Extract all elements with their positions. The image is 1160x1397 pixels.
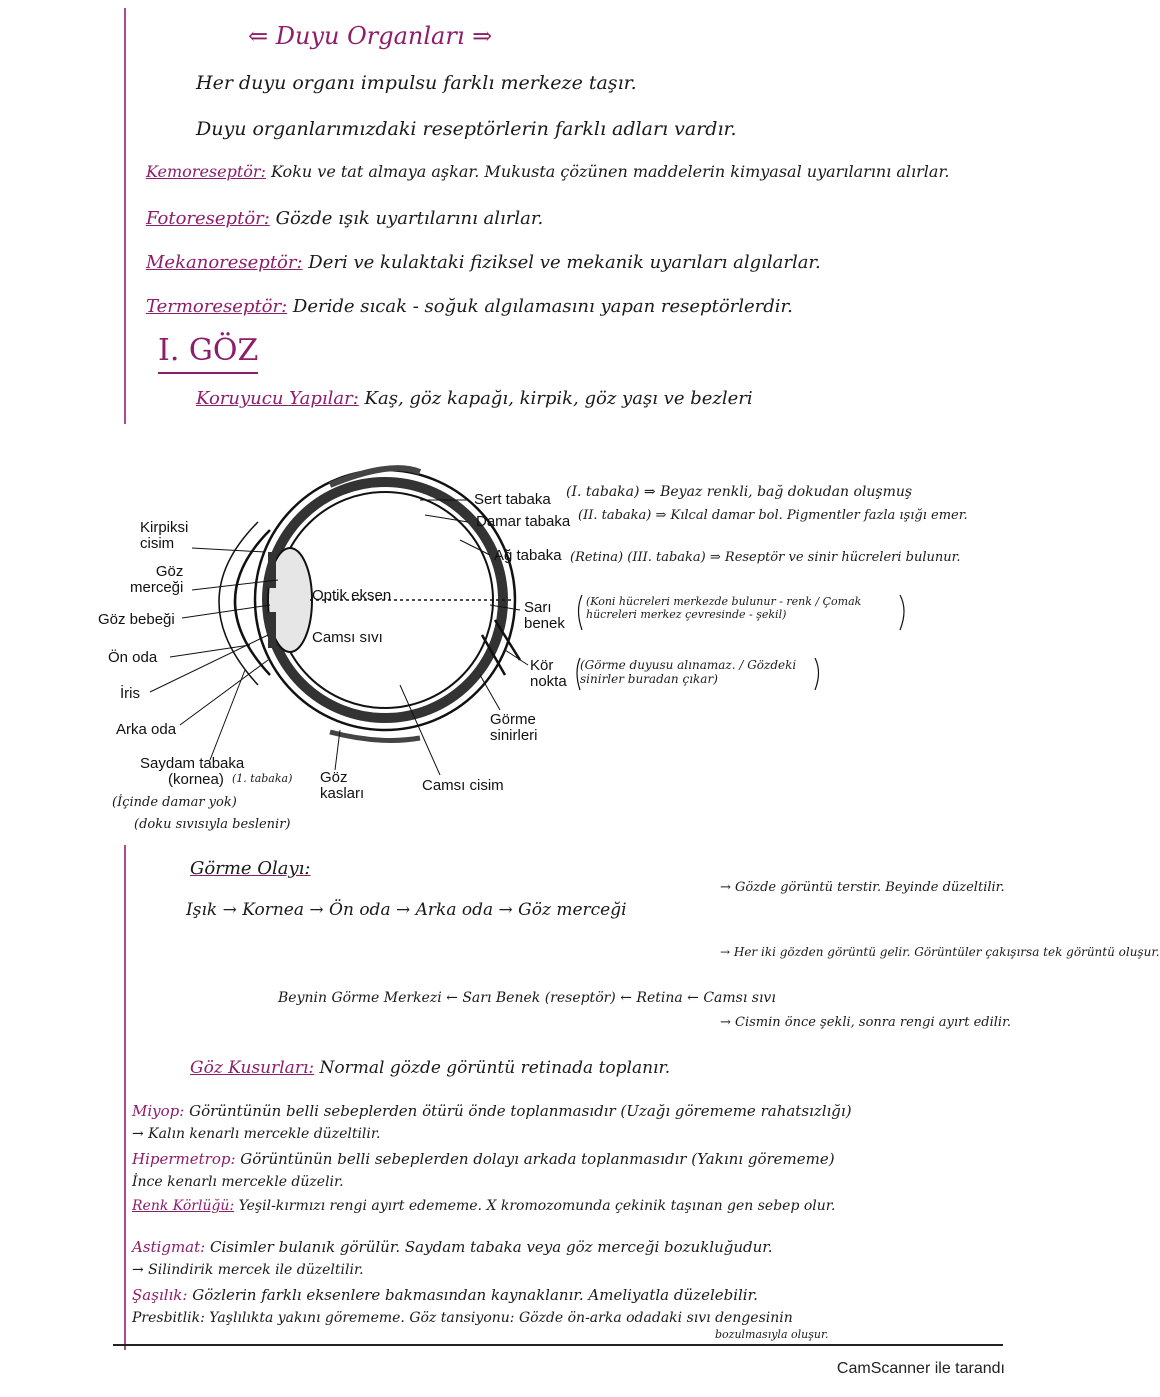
- leader-line: [480, 675, 500, 710]
- protective-row: [196, 388, 753, 409]
- margin-line-bottom: [124, 845, 126, 1350]
- defect-desc: Görüntünün belli sebeplerden dolayı arkada toplanmasıdır (Yakını görememe): [240, 1150, 835, 1168]
- defects-intro: Normal gözde görüntü retinada toplanır.: [319, 1058, 671, 1078]
- note-ag: (Retina) (III. tabaka) ⇒ Reseptör ve sinir hücreleri bulunur.: [570, 550, 961, 565]
- defect-term: Miyop:: [132, 1102, 185, 1120]
- defect-item: [132, 1310, 793, 1326]
- receptor-row: [146, 162, 949, 181]
- defects-title: Göz Kusurları:: [190, 1058, 315, 1078]
- note-brace: [579, 595, 583, 630]
- defect-item: [132, 1198, 835, 1214]
- page-title: ⇐ Duyu Organları ⇒: [248, 22, 493, 50]
- label-kornea: (kornea): [168, 771, 224, 788]
- receptor-desc: Koku ve tat almaya aşkar. Mukusta çözünen maddelerin kimyasal uyarılarını alırlar.: [271, 162, 950, 181]
- bottom-rule: [113, 1344, 1003, 1346]
- scanner-footer: CamScanner ile tarandı: [836, 1360, 1005, 1377]
- iris-bottom: [268, 612, 276, 648]
- label-kirpiksi: Kirpiksi cisim: [140, 519, 189, 552]
- note-seri: (I. tabaka) ⇒ Beyaz renkli, bağ dokudan oluşmuş: [566, 484, 913, 500]
- receptor-desc: Deri ve kulaktaki fiziksel ve mekanik uyarıları algılarlar.: [308, 252, 821, 273]
- defect-fix: bozulmasıyla oluşur.: [715, 1328, 829, 1341]
- defect-term: Presbitlik:: [132, 1310, 205, 1326]
- margin-line-top: [124, 8, 126, 424]
- defect-term: Hipermetrop:: [132, 1150, 236, 1168]
- defect-item: [132, 1150, 835, 1168]
- label-kaslari: Göz kasları: [320, 769, 365, 802]
- receptor-term: Fotoreseptör:: [146, 208, 270, 229]
- intro-line-2: Duyu organlarımızdaki reseptörlerin farklı adları vardır.: [196, 118, 737, 140]
- leader-line: [170, 645, 250, 657]
- vision-note: → Gözde görüntü terstir. Beyinde düzeltilir.: [720, 880, 1005, 895]
- note-kornea2: (İçinde damar yok): [112, 795, 237, 810]
- defect-item: [132, 1286, 758, 1304]
- label-arkaoda: Arka oda: [116, 721, 177, 738]
- receptor-row: [146, 208, 543, 229]
- receptor-row: [146, 296, 793, 317]
- defect-term: Şaşılık:: [132, 1286, 188, 1304]
- receptor-term: Kemoreseptör:: [146, 162, 266, 181]
- vision-note: → Cismin önce şekli, sonra rengi ayırt edilir.: [720, 1015, 1012, 1030]
- label-damar: Damar tabaka: [476, 513, 571, 530]
- defect-fix: → Silindirik mercek ile düzeltilir.: [132, 1262, 364, 1278]
- defect-desc: Gözlerin farklı eksenlere bakmasından kaynaklanır. Ameliyatla düzelebilir.: [192, 1286, 758, 1304]
- receptor-term: Mekanoreseptör:: [146, 252, 303, 273]
- leader-line: [210, 670, 245, 760]
- label-camsisivi: Camsı sıvı: [312, 629, 383, 646]
- defect-item: [132, 1102, 852, 1120]
- note-kor: (Görme duyusu alınamaz. / Gözdeki sinirler buradan çıkar): [580, 658, 797, 686]
- vision-title: Görme Olayı:: [190, 858, 311, 879]
- note-kornea3: (doku sıvısıyla beslenir): [134, 817, 291, 832]
- vision-flow-1: Işık → Kornea → Ön oda → Arka oda → Göz merceği: [186, 900, 627, 920]
- iris-top: [268, 552, 276, 588]
- defect-term: Astigmat:: [132, 1238, 206, 1256]
- label-sari: Sarı benek: [524, 599, 565, 632]
- note-kornea: (1. tabaka): [232, 772, 293, 785]
- muscle-bottom: [330, 732, 420, 740]
- receptor-desc: Gözde ışık uyartılarını alırlar.: [275, 208, 544, 229]
- label-iris: İris: [120, 685, 140, 702]
- leader-line: [400, 685, 440, 775]
- defects-header: [190, 1058, 670, 1078]
- receptor-desc: Deride sıcak - soğuk algılamasını yapan reseptörlerdir.: [292, 296, 793, 317]
- defect-desc: Cisimler bulanık görülür. Saydam tabaka veya göz merceği bozukluğudur.: [210, 1238, 773, 1256]
- leader-line: [150, 635, 268, 692]
- defect-fix: → Kalın kenarlı mercekle düzeltilir.: [132, 1126, 381, 1142]
- note-sari: (Koni hücreleri merkezde bulunur - renk / Çomak hücreleri merkez çevresinde - şekil): [586, 595, 862, 621]
- label-onoda: Ön oda: [108, 649, 158, 666]
- defect-item: [132, 1238, 773, 1256]
- vision-note: → Her iki gözden görüntü gelir. Görüntüler çakışırsa tek görüntü oluşur.: [720, 945, 1160, 959]
- receptor-term: Termoreseptör:: [146, 296, 288, 317]
- leader-line: [180, 660, 268, 725]
- defect-desc: Görüntünün belli sebeplerden ötürü önde toplanmasıdır (Uzağı görememe rahatsızlığı): [189, 1102, 852, 1120]
- label-camsicisim: Camsı cisim: [422, 777, 504, 794]
- defect-fix: İnce kenarlı mercekle düzelir.: [132, 1174, 344, 1190]
- protective-term: Koruyucu Yapılar:: [196, 388, 359, 409]
- label-kor: Kör nokta: [530, 657, 567, 690]
- intro-line-1: Her duyu organı impulsu farklı merkeze taşır.: [196, 72, 637, 94]
- label-ag: Ağ tabaka: [494, 547, 562, 564]
- defect-desc: Yaşlılıkta yakını görememe. Göz tansiyonu: Gözde ön-arka odadaki sıvı dengesinin: [209, 1310, 793, 1326]
- label-mercek: Göz merceği: [130, 563, 184, 596]
- protective-desc: Kaş, göz kapağı, kirpik, göz yaşı ve bezleri: [364, 388, 753, 409]
- label-saydam: Saydam tabaka: [140, 755, 245, 772]
- receptor-row: [146, 252, 821, 273]
- section-heading: I. GÖZ: [158, 333, 258, 374]
- defect-term: Renk Körlüğü:: [132, 1198, 235, 1214]
- defect-desc: Yeşil-kırmızı rengi ayırt edememe. X kromozomunda çekinik taşınan gen sebep olur.: [238, 1198, 836, 1214]
- note-damar: (II. tabaka) ⇒ Kılcal damar bol. Pigmentler fazla ışığı emer.: [578, 508, 968, 523]
- label-optik: Optik eksen: [312, 587, 392, 604]
- cornea-outer: [219, 522, 258, 685]
- label-bebek: Göz bebeği: [98, 611, 175, 628]
- vision-flow-2: Beynin Görme Merkezi ← Sarı Benek (reseptör) ← Retina ← Camsı sıvı: [278, 990, 776, 1006]
- label-seri: Sert tabaka: [474, 491, 551, 508]
- label-gorme: Görme sinirleri: [490, 711, 538, 744]
